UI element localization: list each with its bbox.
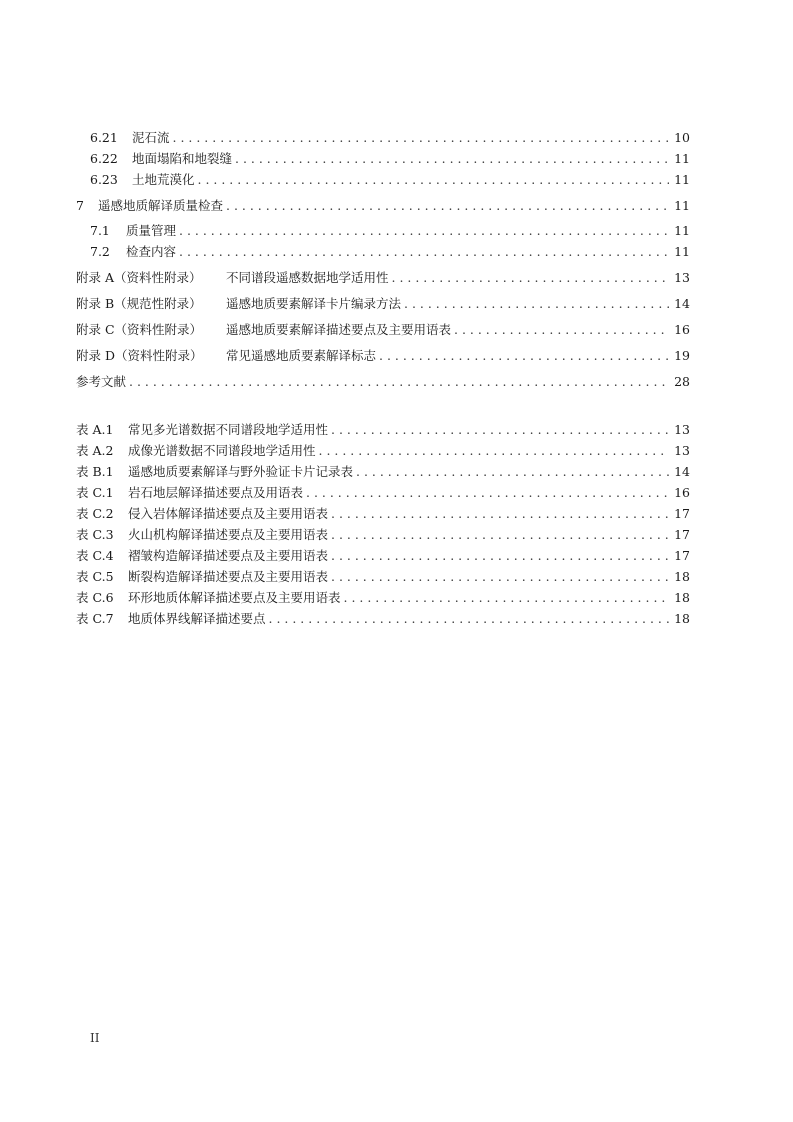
- toc-entry-number: 附录 A（资料性附录）: [76, 270, 202, 285]
- toc-entry-7-1[interactable]: [90, 223, 690, 239]
- toc-entry-appendix-a[interactable]: [76, 270, 690, 286]
- toc-entry-number: 6.23: [90, 172, 118, 187]
- toc-entry-appendix-d[interactable]: [76, 348, 690, 364]
- table-entry-page: 18: [674, 569, 690, 584]
- table-entry-number: 表 A.2: [76, 443, 114, 458]
- table-entry-a2[interactable]: [76, 443, 690, 459]
- table-entry-page: 14: [674, 464, 690, 479]
- dot-leader: [379, 348, 669, 364]
- dot-leader: [454, 322, 669, 338]
- table-entry-c5[interactable]: [76, 569, 690, 585]
- table-entry-title: 岩石地层解译描述要点及用语表: [128, 485, 304, 500]
- table-entry-title: 断裂构造解译描述要点及主要用语表: [128, 569, 329, 584]
- toc-entry-title: 土地荒漠化: [132, 172, 195, 187]
- dot-leader: [404, 296, 669, 312]
- dot-leader: [331, 548, 669, 564]
- toc-entry-number: 7.1: [90, 223, 110, 238]
- toc-entry-page: 11: [674, 244, 690, 259]
- dot-leader: [269, 611, 669, 627]
- table-entry-page: 17: [674, 527, 690, 542]
- table-entry-number: 表 C.2: [76, 506, 114, 521]
- table-entry-number: 表 C.7: [76, 611, 114, 626]
- toc-entry-6-23[interactable]: [90, 172, 690, 188]
- dot-leader: [319, 443, 669, 459]
- table-entry-page: 17: [674, 548, 690, 563]
- toc-entry-title: 泥石流: [132, 130, 170, 145]
- table-entry-c4[interactable]: [76, 548, 690, 564]
- dot-leader: [331, 569, 669, 585]
- toc-entry-number: 6.21: [90, 130, 118, 145]
- table-entry-title: 侵入岩体解译描述要点及主要用语表: [128, 506, 329, 521]
- toc-entry-title: 参考文献: [76, 374, 127, 389]
- table-entry-title: 地质体界线解译描述要点: [128, 611, 266, 626]
- table-entry-number: 表 C.5: [76, 569, 114, 584]
- table-entry-c6[interactable]: [76, 590, 690, 606]
- table-entry-title: 遥感地质要素解译与野外验证卡片记录表: [128, 464, 354, 479]
- dot-leader: [235, 151, 669, 167]
- table-entry-number: 表 C.1: [76, 485, 114, 500]
- toc-entry-title: 检查内容: [126, 244, 177, 259]
- table-entry-page: 13: [674, 422, 690, 437]
- toc-entry-number: 附录 D（资料性附录）: [76, 348, 203, 363]
- toc-entry-page: 11: [674, 223, 690, 238]
- table-entry-title: 褶皱构造解译描述要点及主要用语表: [128, 548, 329, 563]
- toc-entry-number: 7: [76, 198, 84, 213]
- table-entry-number: 表 C.3: [76, 527, 114, 542]
- toc-entry-title: 遥感地质解译质量检查: [98, 198, 224, 213]
- dot-leader: [179, 244, 669, 260]
- toc-entry-page: 11: [674, 172, 690, 187]
- table-entry-number: 表 A.1: [76, 422, 114, 437]
- toc-entry-references[interactable]: [76, 374, 690, 390]
- toc-entry-7[interactable]: [76, 198, 690, 214]
- dot-leader: [344, 590, 669, 606]
- toc-entry-page: 13: [674, 270, 690, 285]
- toc-entry-appendix-b[interactable]: [76, 296, 690, 312]
- dot-leader: [198, 172, 669, 188]
- toc-entry-title: 质量管理: [126, 223, 177, 238]
- toc-entry-7-2[interactable]: [90, 244, 690, 260]
- dot-leader: [356, 464, 669, 480]
- toc-entry-title: 遥感地质要素解译卡片编录方法: [226, 296, 402, 311]
- table-entry-number: 表 B.1: [76, 464, 114, 479]
- table-entry-title: 成像光谱数据不同谱段地学适用性: [128, 443, 316, 458]
- toc-entry-number: 附录 B（规范性附录）: [76, 296, 202, 311]
- toc-entry-title: 遥感地质要素解译描述要点及主要用语表: [226, 322, 452, 337]
- dot-leader: [173, 130, 669, 146]
- toc-entry-page: 28: [674, 374, 690, 389]
- dot-leader: [331, 506, 669, 522]
- table-entry-page: 18: [674, 611, 690, 626]
- dot-leader: [226, 198, 669, 214]
- toc-entry-title: 不同谱段遥感数据地学适用性: [226, 270, 389, 285]
- table-entry-b1[interactable]: [76, 464, 690, 480]
- table-entry-number: 表 C.4: [76, 548, 114, 563]
- table-entry-c1[interactable]: [76, 485, 690, 501]
- toc-entry-number: 7.2: [90, 244, 110, 259]
- toc-entry-appendix-c[interactable]: [76, 322, 690, 338]
- table-entry-page: 13: [674, 443, 690, 458]
- toc-entry-title: 常见遥感地质要素解译标志: [226, 348, 377, 363]
- toc-entry-page: 11: [674, 151, 690, 166]
- table-entry-page: 17: [674, 506, 690, 521]
- table-entry-number: 表 C.6: [76, 590, 114, 605]
- toc-entry-page: 19: [674, 348, 690, 363]
- dot-leader: [392, 270, 669, 286]
- toc-entry-title: 地面塌陷和地裂缝: [132, 151, 233, 166]
- dot-leader: [331, 422, 669, 438]
- table-entry-c7[interactable]: [76, 611, 690, 627]
- table-entry-page: 16: [674, 485, 690, 500]
- table-entry-c3[interactable]: [76, 527, 690, 543]
- toc-entry-page: 16: [674, 322, 690, 337]
- toc-entry-page: 11: [674, 198, 690, 213]
- page-number: II: [90, 1031, 100, 1045]
- table-entry-page: 18: [674, 590, 690, 605]
- toc-entry-page: 14: [674, 296, 690, 311]
- toc-entry-6-22[interactable]: [90, 151, 690, 167]
- dot-leader: [306, 485, 669, 501]
- toc-entry-6-21[interactable]: [90, 130, 690, 146]
- table-entry-title: 火山机构解译描述要点及主要用语表: [128, 527, 329, 542]
- toc-entry-number: 6.22: [90, 151, 118, 166]
- dot-leader: [331, 527, 669, 543]
- dot-leader: [129, 374, 669, 390]
- table-entry-a1[interactable]: [76, 422, 690, 438]
- table-entry-c2[interactable]: [76, 506, 690, 522]
- table-entry-title: 常见多光谱数据不同谱段地学适用性: [128, 422, 329, 437]
- toc-entry-number: 附录 C（资料性附录）: [76, 322, 203, 337]
- toc-entry-page: 10: [674, 130, 690, 145]
- table-entry-title: 环形地质体解译描述要点及主要用语表: [128, 590, 341, 605]
- dot-leader: [179, 223, 669, 239]
